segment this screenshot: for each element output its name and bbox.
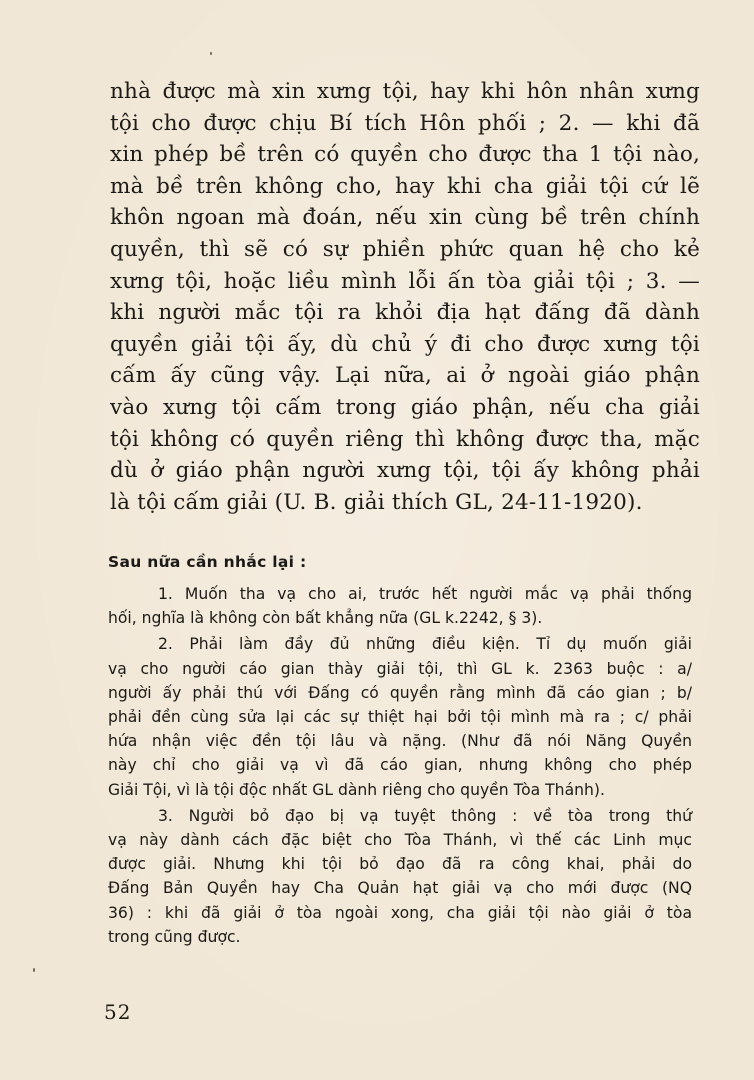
- text-line: khôn ngoan mà đoán, nếu xin cùng bề trên chính: [110, 205, 700, 231]
- note-item: [108, 632, 692, 801]
- note-item: [108, 582, 692, 630]
- text-line: xưng tội, hoặc liều mình lỗi ấn tòa giải tội ; 3. —: [110, 268, 700, 294]
- text-line: tội không có quyền riêng thì không được tha, mặc: [110, 426, 700, 452]
- note-line: hối, nghĩa là không còn bất khẳng nữa (GL k.2242, § 3).: [108, 609, 543, 628]
- main-paragraph: [110, 76, 700, 518]
- text-line: xin phép bề trên có quyền cho được tha 1 tội nào,: [110, 142, 700, 168]
- page-number: 52: [104, 1000, 132, 1024]
- text-line: quyền giải tội ấy, dù chủ ý đi cho được xưng tội: [110, 331, 700, 357]
- text-line: là tội cấm giải (U. B. giải thích GL, 24-11-1920).: [110, 489, 643, 515]
- note-line: 3. Người bỏ đạo bị vạ tuyệt thông : về tòa trong thứ: [158, 806, 692, 825]
- note-item: [108, 804, 692, 949]
- note-line: hứa nhận việc đền tội lâu và nặng. (Như đã nói Năng Quyền: [108, 732, 692, 751]
- paper-speck: [33, 968, 35, 972]
- note-line: trong cũng được.: [108, 927, 241, 946]
- note-line: Đấng Bản Quyền hay Cha Quản hạt giải vạ cho mới được (NQ: [108, 879, 692, 898]
- text-line: quyền, thì sẽ có sự phiền phức quan hệ cho kẻ: [110, 236, 700, 262]
- note-line: vạ cho người cáo gian thày giải tội, thì GL k. 2363 buộc : a/: [108, 659, 692, 678]
- note-line: phải đền cùng sửa lại các sự thiệt hại bởi tội mình mà ra ; c/ phải: [108, 708, 692, 727]
- section-heading: Sau nữa cần nhắc lại :: [108, 553, 307, 571]
- note-line: 2. Phải làm đầy đủ những điều kiện. Tỉ dụ muốn giải: [158, 635, 692, 654]
- note-line: này chỉ cho giải vạ vì đã cáo gian, nhưng không cho phép: [108, 756, 692, 775]
- text-line: khi người mắc tội ra khỏi địa hạt đấng đã dành: [110, 300, 700, 326]
- text-line: nhà được mà xin xưng tội, hay khi hôn nhân xưng: [110, 79, 700, 104]
- note-line: Giải Tội, vì là tội độc nhất GL dành riêng cho quyền Tòa Thánh).: [108, 780, 605, 799]
- text-line: dù ở giáo phận người xưng tội, tội ấy không phải: [110, 458, 700, 484]
- notes-list: [108, 582, 692, 951]
- paper-speck: [210, 52, 212, 55]
- text-line: cấm ấy cũng vậy. Lại nữa, ai ở ngoài giáo phận: [110, 363, 700, 389]
- note-line: người ấy phải thú với Đấng có quyền rằng mình đã cáo gian ; b/: [108, 683, 692, 702]
- text-line: mà bề trên không cho, hay khi cha giải tội cứ lẽ: [110, 173, 700, 199]
- note-line: 1. Muốn tha vạ cho ai, trước hết người mắc vạ phải thống: [158, 585, 692, 603]
- text-line: vào xưng tội cấm trong giáo phận, nếu cha giải: [110, 394, 700, 420]
- note-line: 36) : khi đã giải ở tòa ngoài xong, cha giải tội nào giải ở tòa: [108, 903, 692, 922]
- text-line: tội cho được chịu Bí tích Hôn phối ; 2. — khi đã: [110, 110, 700, 136]
- note-line: vạ này dành cách đặc biệt cho Tòa Thánh, vì thế các Linh mục: [108, 831, 692, 850]
- note-line: được giải. Nhưng khi tội bỏ đạo đã ra công khai, phải do: [108, 855, 692, 874]
